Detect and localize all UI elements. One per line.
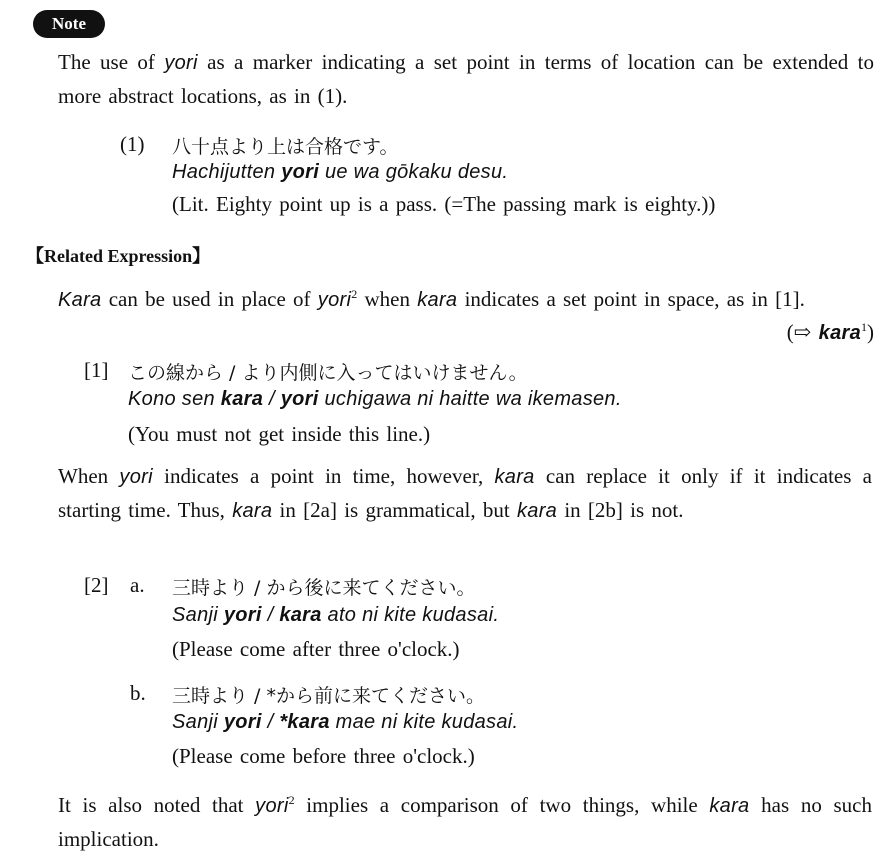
example-r2a-romaji: Sanji yori / kara ato ni kite kudasai.	[172, 604, 500, 626]
example-r1-japanese: この線から / より内側に入ってはいけません。	[128, 362, 528, 384]
example-1-number: (1)	[120, 132, 145, 156]
note-paragraph: The use of yori as a marker indicating a set point in terms of location can be extended to more abstract locations, as in (1).	[58, 50, 874, 108]
example-r2-number: [2]	[84, 573, 109, 597]
related-paragraph-1: Kara can be used in place of yori$^2$ when kara indicates a set point in space, as in [1].	[58, 287, 805, 311]
example-r2b-label: b.	[130, 681, 146, 705]
example-1-romaji: Hachijutten yori ue wa gōkaku desu.	[172, 161, 509, 183]
related-paragraph-2: When yori indicates a point in time, however, kara can replace it only if it indicates a starting time. Thus, kara in [2a] is grammatical, but kara in [2b] is not.	[58, 464, 872, 522]
example-r1-translation: (You must not get inside this line.)	[128, 422, 431, 446]
cross-reference: (⇨ kara$^1$)	[786, 320, 874, 344]
example-r2b-japanese: 三時より / *から前に来てください。	[172, 685, 485, 707]
example-1-japanese: 八十点より上は合格です。	[172, 136, 399, 158]
example-r2b-translation: (Please come before three o'clock.)	[172, 744, 475, 768]
example-1-translation: (Lit. Eighty point up is a pass. (=The passing mark is eighty.))	[172, 192, 716, 216]
related-paragraph-3: It is also noted that yori$^2$ implies a comparison of two things, while kara has no such implication.	[58, 793, 872, 851]
example-r2b-romaji: Sanji yori / *kara mae ni kite kudasai.	[172, 711, 519, 733]
example-r2a-japanese: 三時より / から後に来てください。	[172, 577, 476, 599]
related-expression-heading: 【Related Expression】	[26, 246, 211, 266]
note-badge: Note	[33, 10, 105, 38]
example-r1-number: [1]	[84, 358, 109, 382]
example-r1-romaji: Kono sen kara / yori uchigawa ni haitte wa ikemasen.	[128, 388, 622, 410]
example-r2a-translation: (Please come after three o'clock.)	[172, 637, 460, 661]
example-r2a-label: a.	[130, 573, 145, 597]
